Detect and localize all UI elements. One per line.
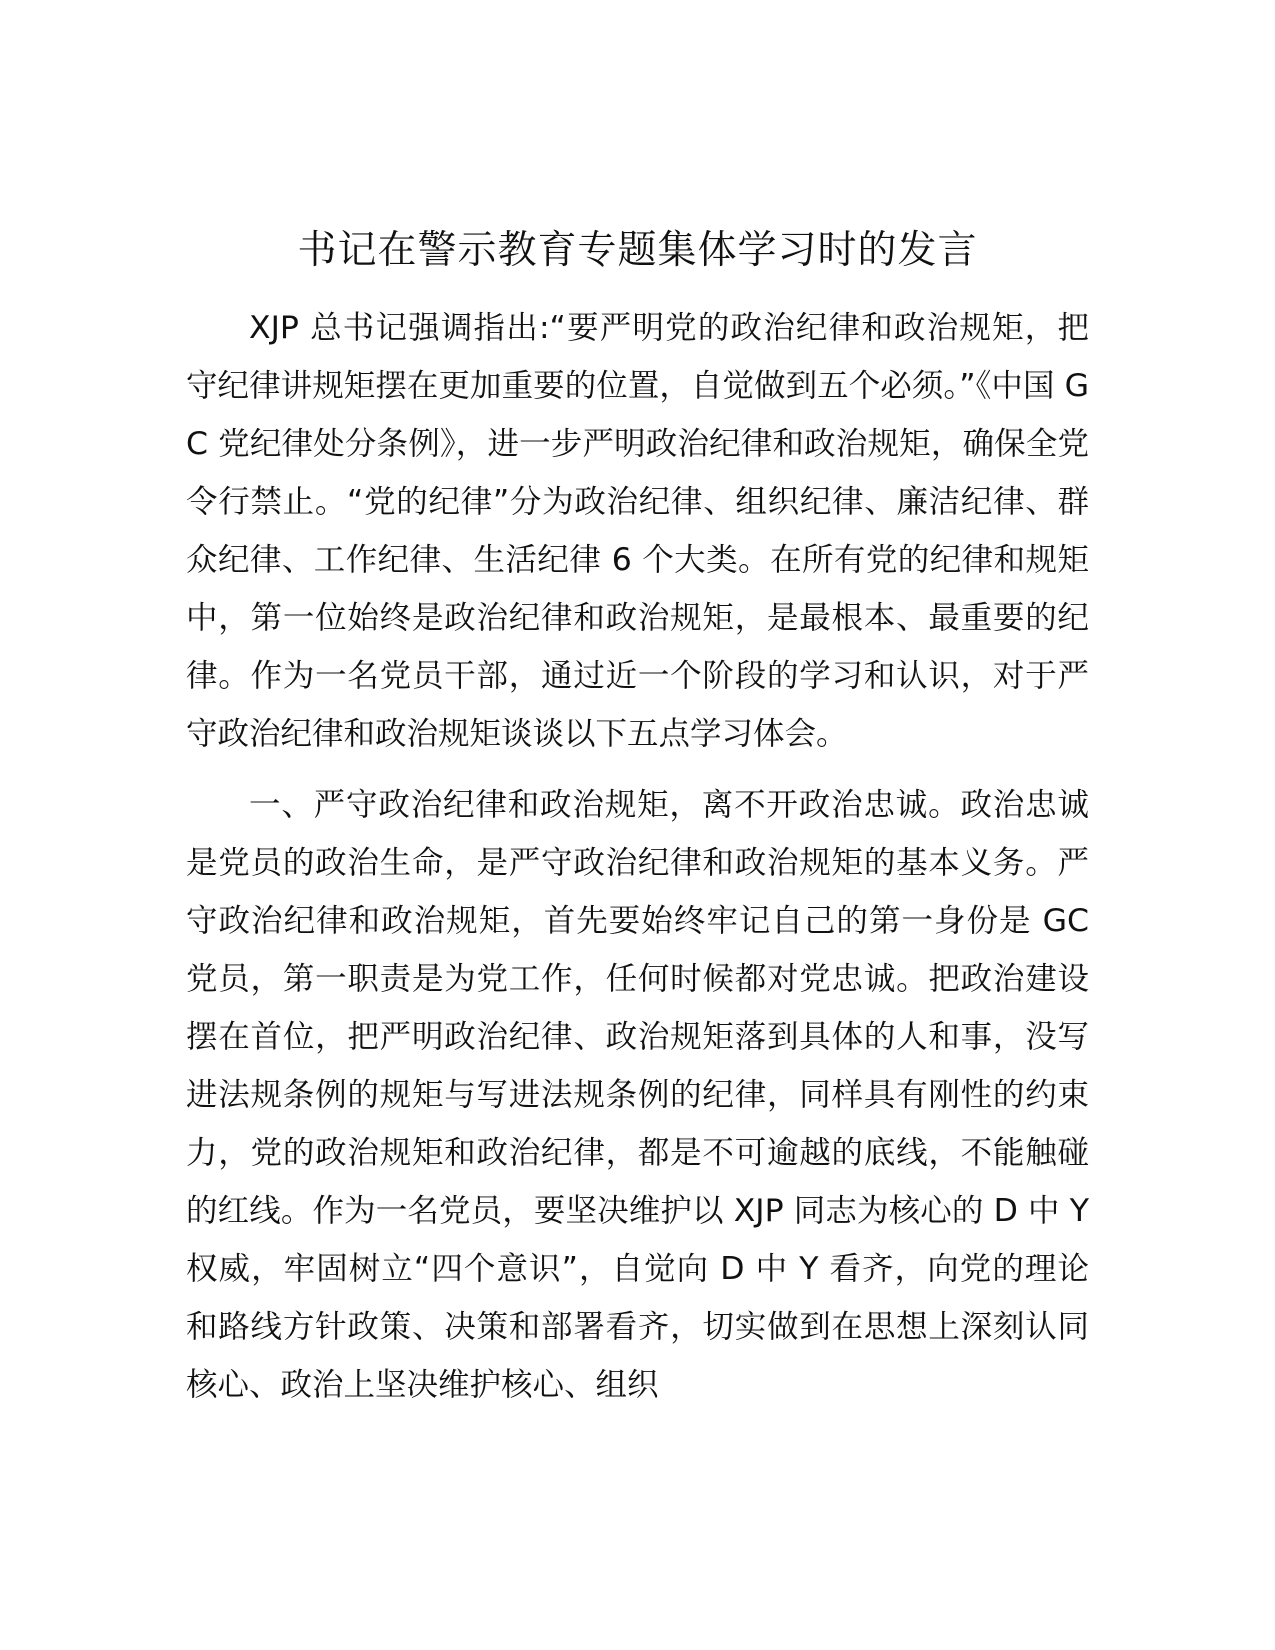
paragraph-intro: XJP 总书记强调指出:“要严明党的政治纪律和政治规矩，把守纪律讲规矩摆在更加重要的位置，自觉做到五个必须。”《中国 GC 党纪律处分条例》，进一步严明政治纪律和政治规矩，确保全党令行禁止。“党的纪律”分为政治纪律、组织纪律、廉洁纪律、群众纪律、工作纪律、生活纪律 6 个大类。在所有党的纪律和规矩中，第一位始终是政治纪律和政治规矩，是最根本、最重要的纪律。作为一名党员干部，通过近一个阶段的学习和认识，对于严守政治纪律和政治规矩谈谈以下五点学习体会。 — [186, 310, 1089, 752]
document-title: 书记在警示教育专题集体学习时的发言 — [297, 228, 978, 273]
document-body — [186, 299, 1089, 1414]
paragraph-point-one: 一、严守政治纪律和政治规矩，离不开政治忠诚。政治忠诚是党员的政治生命，是严守政治纪律和政治规矩的基本义务。严守政治纪律和政治规矩，首先要始终牢记自己的第一身份是 GC 党员，第一职责是为党工作，任何时候都对党忠诚。把政治建设摆在首位，把严明政治纪律、政治规矩落到具体的人和事，没写进法规条例的规矩与写进法规条例的纪律，同样具有刚性的约束力，党的政治规矩和政治纪律，都是不可逾越的底线，不能触碰的红线。作为一名党员，要坚决维护以 XJP 同志为核心的 D 中 Y 权威，牢固树立“四个意识”，自觉向 D 中 Y 看齐，向党的理论和路线方针政策、决策和部署看齐，切实做到在思想上深刻认同核心、政治上坚决维护核心、组织 — [186, 787, 1089, 1403]
